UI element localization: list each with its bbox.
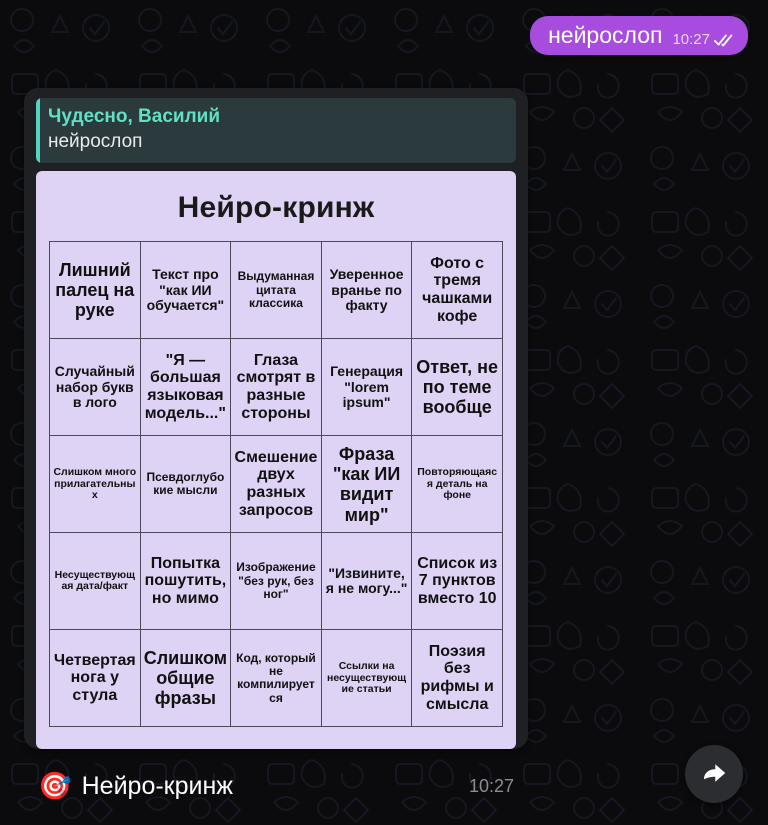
bingo-cell: Ссылки на несуществующие статьи (321, 630, 412, 727)
bingo-card-title: Нейро-кринж (177, 191, 375, 225)
photo-caption (24, 772, 528, 801)
bingo-cell: Фраза "как ИИ видит мир" (321, 436, 412, 533)
reply-quote-author: Чудесно, Василий (48, 106, 220, 127)
bingo-card-image[interactable] (36, 171, 516, 749)
incoming-message-bubble[interactable] (24, 88, 528, 749)
bingo-cell: Выдуманная цитата классика (231, 242, 322, 339)
bingo-row (50, 339, 503, 436)
bingo-cell: Глаза смотрят в разные стороны (231, 339, 322, 436)
double-check-icon (714, 33, 736, 47)
target-icon: 🎯 (38, 771, 72, 801)
bingo-cell: Псевдоглубокие мысли (140, 436, 231, 533)
bingo-cell: Слишком общие фразы (140, 630, 231, 727)
photo-caption-time: 10:27 (468, 776, 514, 796)
bingo-cell: Текст про "как ИИ обучается" (140, 242, 231, 339)
outgoing-message-text: нейрослоп (548, 22, 663, 48)
forward-button[interactable] (685, 745, 743, 803)
bingo-cell: Смешение двух разных запросов (231, 436, 322, 533)
bingo-cell: Случайный набор букв в лого (50, 339, 141, 436)
bingo-cell: Уверенное вранье по факту (321, 242, 412, 339)
bingo-grid (49, 241, 503, 727)
bingo-row (50, 242, 503, 339)
bingo-cell: Ответ, не по теме вообще (412, 339, 503, 436)
bingo-cell: "Я — большая языковая модель..." (140, 339, 231, 436)
reply-quote-text: нейрослоп (48, 130, 143, 152)
bingo-cell: Слишком много прилагательных (50, 436, 141, 533)
bingo-row (50, 630, 503, 727)
outgoing-message-bubble[interactable] (530, 16, 748, 55)
forward-arrow-icon (699, 758, 729, 791)
bingo-cell: Несуществующая дата/факт (50, 533, 141, 630)
bingo-row (50, 533, 503, 630)
photo-caption-text: Нейро-кринж (81, 772, 234, 800)
bingo-cell: Список из 7 пунктов вместо 10 (412, 533, 503, 630)
bingo-cell: Повторяющаяся деталь на фоне (412, 436, 503, 533)
bingo-cell: Код, который не компилируется (231, 630, 322, 727)
bingo-row (50, 436, 503, 533)
bingo-cell: Изображение "без рук, без ног" (231, 533, 322, 630)
bingo-cell: Четвертая нога у стула (50, 630, 141, 727)
reply-quote[interactable] (36, 98, 516, 163)
bingo-cell: Лишний палец на руке (50, 242, 141, 339)
bingo-cell: Фото с тремя чашками кофе (412, 242, 503, 339)
bingo-cell: Поэзия без рифмы и смысла (412, 630, 503, 727)
bingo-cell: "Извините, я не могу..." (321, 533, 412, 630)
bingo-cell: Попытка пошутить, но мимо (140, 533, 231, 630)
bingo-cell: Генерация "lorem ipsum" (321, 339, 412, 436)
outgoing-message-time: 10:27 (672, 31, 710, 49)
outgoing-message-meta (672, 31, 736, 48)
